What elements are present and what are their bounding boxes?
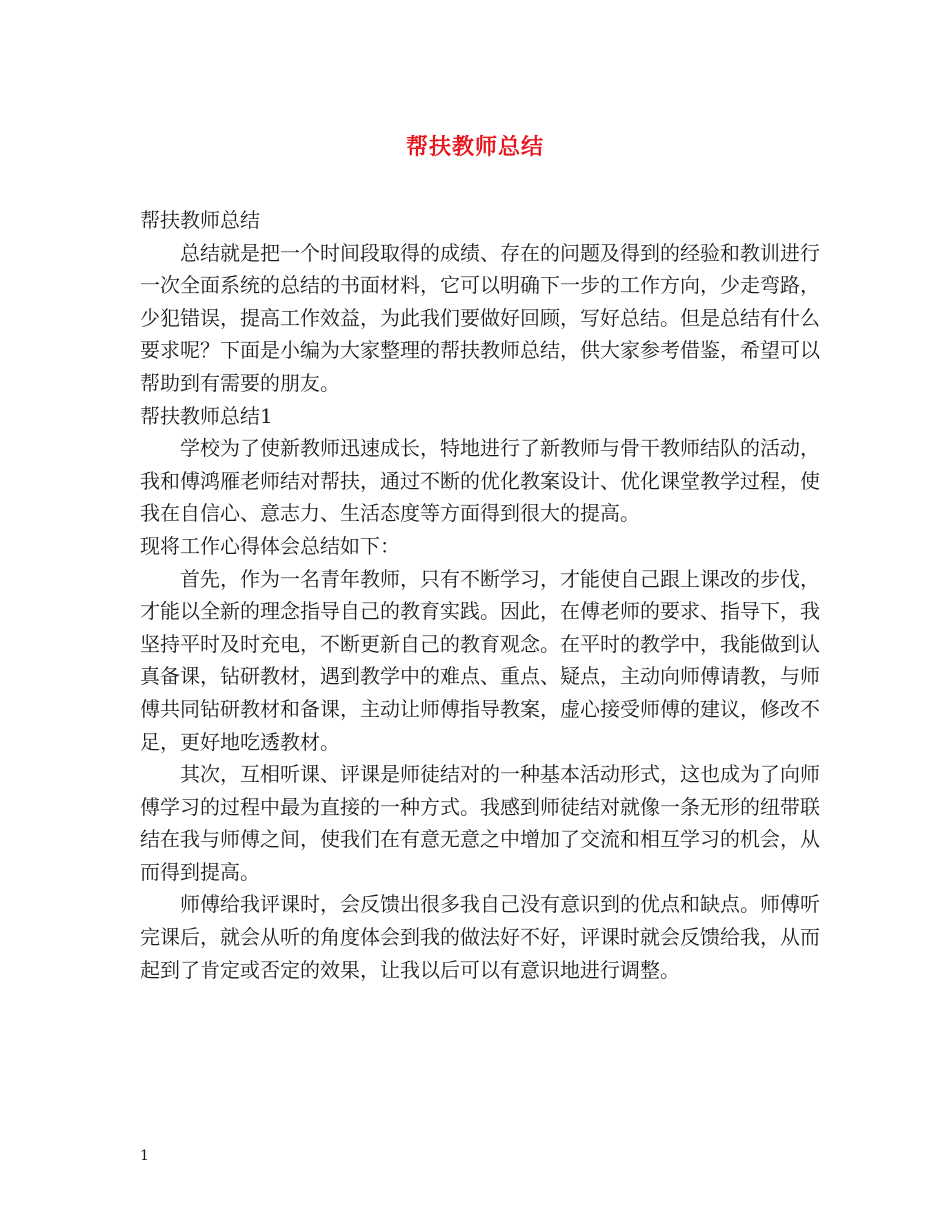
paragraph-intro: 总结就是把一个时间段取得的成绩、存在的问题及得到的经验和教训进行一次全面系统的总结的书面材料，它可以明确下一步的工作方向，少走弯路，少犯错误，提高工作效益，为此我们要做好回顾，写好总结。但是总结有什么要求呢？下面是小编为大家整理的帮扶教师总结，供大家参考借鉴，希望可以帮助到有需要的朋友。 — [140, 240, 820, 395]
document-title: 帮扶教师总结 — [405, 134, 544, 160]
paragraph-second: 其次，互相听课、评课是师徒结对的一种基本活动形式，这也成为了向师傅学习的过程中最为直接的一种方式。我感到师徒结对就像一条无形的纽带联结在我与师傅之间，使我们在有意无意之中增加了交流和相互学习的机会，从而得到提高。 — [140, 762, 820, 884]
paragraph-school-activity: 学校为了使新教师迅速成长，特地进行了新教师与骨干教师结队的活动，我和傅鸿雁老师结对帮扶，通过不断的优化教案设计、优化课堂教学过程，使我在自信心、意志力、生活态度等方面得到很大的提高。 — [140, 436, 820, 526]
paragraph-summary-lead: 现将工作心得体会总结如下： — [140, 533, 400, 558]
document-body — [140, 204, 820, 986]
paragraph-first: 首先，作为一名青年教师，只有不断学习，才能使自己跟上课改的步伐，才能以全新的理念指导自己的教育实践。因此，在傅老师的要求、指导下，我坚持平时及时充电，不断更新自己的教育观念。在平时的教学中，我能做到认真备课，钻研教材，遇到教学中的难点、重点、疑点，主动向师傅请教，与师傅共同钻研教材和备课，主动让师傅指导教案，虚心接受师傅的建议，修改不足，更好地吃透教材。 — [140, 566, 820, 754]
page-number: 1 — [140, 1148, 149, 1164]
paragraph-heading: 帮扶教师总结 — [140, 208, 260, 232]
paragraph-feedback: 师傅给我评课时，会反馈出很多我自己没有意识到的优点和缺点。师傅听完课后，就会从听的角度体会到我的做法好不好，评课时就会反馈给我，从而起到了肯定或否定的效果，让我以后可以有意识地进行调整。 — [140, 892, 820, 982]
section-heading: 帮扶教师总结1 — [140, 403, 273, 428]
